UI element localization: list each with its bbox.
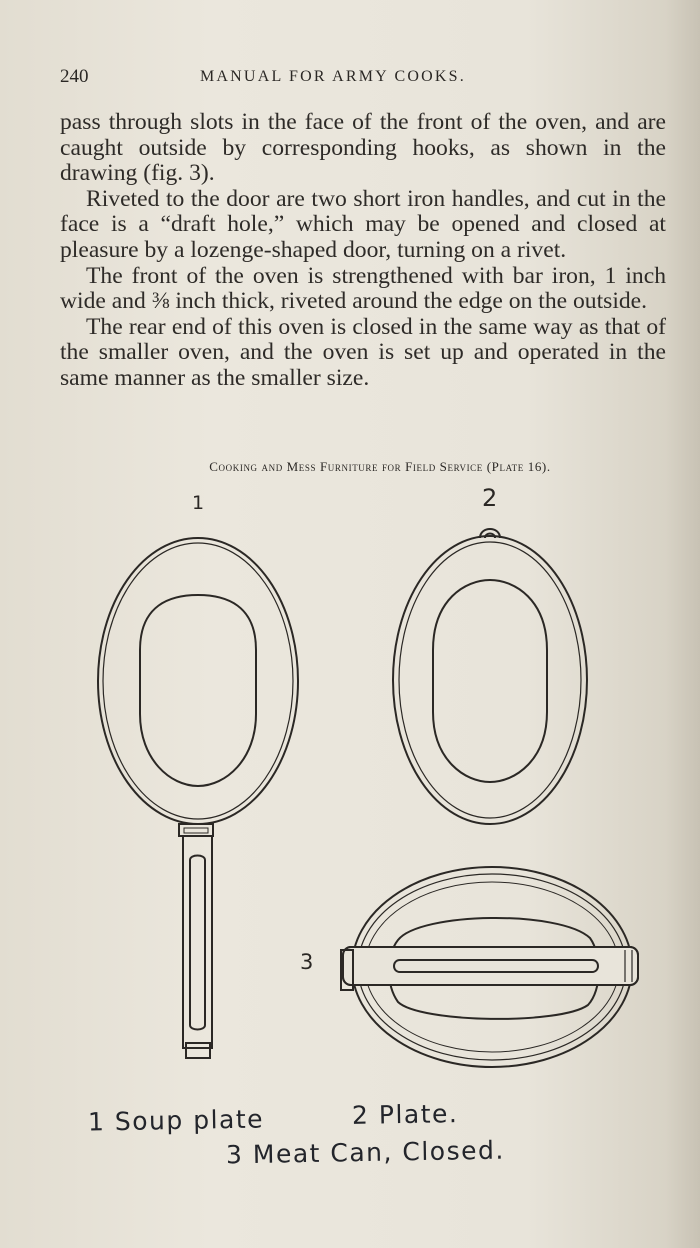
handwritten-note-1: 1 Soup plate — [87, 1104, 265, 1137]
paragraph: pass through slots in the face of the front of the oven, and are caught outside by corresponding hooks, as shown in the drawing (fig. 3). — [60, 109, 666, 187]
handwritten-note-3: 3 Meat Can, Closed. — [225, 1135, 506, 1170]
figure-label-1: 1 — [192, 492, 205, 514]
paragraph: The rear end of this oven is closed in the same way as that of the smaller oven, and the oven is set up and operated in the same manner as the smaller size. — [60, 313, 666, 391]
figure-label-3: 3 — [300, 950, 314, 974]
soup-plate-drawing — [98, 538, 298, 1058]
plate-caption: Cooking and Mess Furniture for Field Service (Plate 16). — [209, 459, 551, 474]
paragraph: Riveted to the door are two short iron handles, and cut in the face is a “draft hole,” which may be opened and closed at pleasure by a lozenge-shaped door, turning on a rivet. — [60, 185, 666, 263]
figure-label-2: 2 — [482, 484, 498, 512]
plate-drawing — [393, 529, 587, 824]
handwritten-note-2: 2 Plate. — [351, 1099, 459, 1130]
paragraph: The front of the oven is strengthened with bar iron, 1 inch wide and ⅜ inch thick, riveted around the edge on the outside. — [60, 262, 666, 315]
meat-can-drawing — [341, 867, 638, 1067]
running-title: MANUAL FOR ARMY COOKS. — [200, 68, 466, 85]
page-number: 240 — [60, 66, 89, 87]
